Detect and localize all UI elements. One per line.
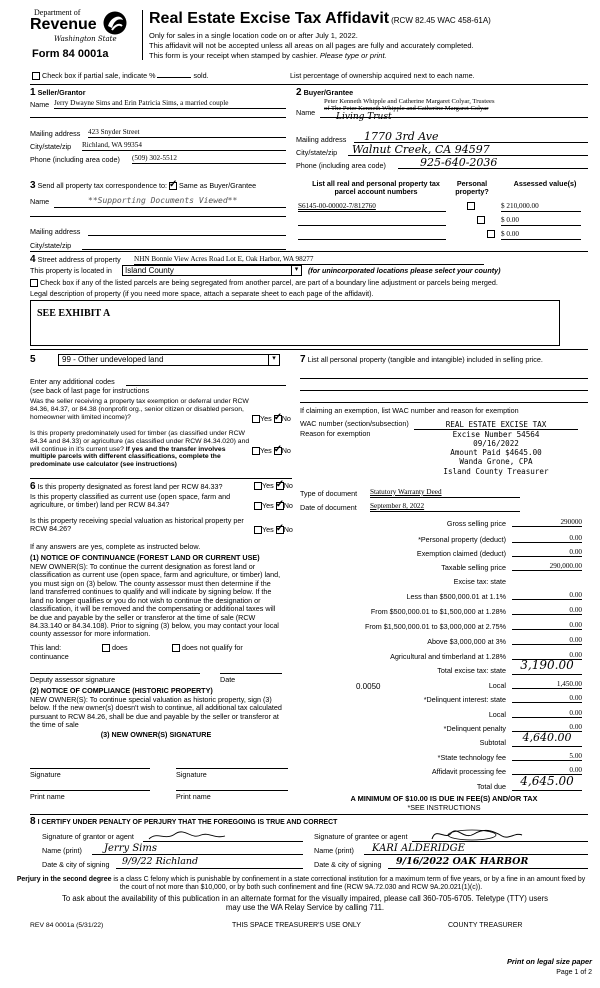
- receipt-text: This form is your receipt when stamped by cashier.: [149, 51, 320, 60]
- penalty-label: *Delinquent penalty: [443, 724, 506, 733]
- timber-question: [30, 430, 252, 469]
- personal-property-text: List all personal property (tangible and intangible) included in selling price.: [307, 355, 543, 364]
- stamp-line: Wanda Grone, CPA: [459, 457, 533, 467]
- parcel-number-field[interactable]: [298, 230, 446, 240]
- continuance-text: NEW OWNER(S): To continue the current designation as forest land or classification as current use (open space, farm and agriculture, or timber) land, you must sign on (3) below. The county assessor must then determine if the land transferred continues to qualify and will indicate by signing below. If the land no longer qualifies or you do not wish to continue the designation or classification, it will be removed and the compensating or additional taxes will be due and payable by the seller or transferor at the time of sale (RCW 84.33.140 or 84.34.108). Prior to signing (3) below, you may contact your local county assessor for more information.: [30, 562, 281, 639]
- buyer-phone-field[interactable]: 925-640-2036: [398, 157, 588, 169]
- agri-amount[interactable]: 0.00: [512, 651, 582, 660]
- historical-yes-checkbox[interactable]: [254, 526, 262, 534]
- certification-section: [30, 816, 588, 872]
- buyer-heading-text: Buyer/Grantee: [303, 88, 354, 97]
- taxable-label: Taxable selling price: [441, 563, 506, 572]
- exemption-deduct-label: Exemption claimed (deduct): [416, 549, 506, 558]
- local-amount[interactable]: 1,450.00: [512, 680, 582, 689]
- new-owner-print-line[interactable]: [30, 790, 150, 791]
- dept-small-text: Department of: [34, 8, 81, 17]
- signature-label: Signature: [176, 770, 207, 779]
- buyer-section: [296, 87, 588, 172]
- tier3-amount[interactable]: 0.00: [512, 621, 582, 630]
- county-treasurer-label: COUNTY TREASURER: [448, 922, 523, 929]
- tax-calculation: [300, 516, 588, 812]
- personal-property-line[interactable]: [300, 402, 588, 403]
- total-state-label: Total excise tax: state: [437, 666, 506, 675]
- subtotal-label: Subtotal: [479, 738, 506, 747]
- deputy-date-line[interactable]: [220, 673, 282, 674]
- section-number: 6: [30, 481, 36, 492]
- grantor-sig-label: Signature of grantor or agent: [42, 832, 134, 841]
- forest-land-section: [30, 481, 292, 741]
- no-label: No: [281, 414, 291, 423]
- divider: [30, 251, 588, 252]
- segregated-label: Check box if any of the listed parcels are being segregated from another parcel, are part of a boundary line adjustment or parcels being merged.: [40, 278, 498, 287]
- tech-fee-label: *State technology fee: [437, 753, 506, 762]
- additional-codes-label: Enter any additional codes: [30, 377, 115, 386]
- instruction-line-1: Only for sales in a single location code on or after July 1, 2022.: [149, 31, 358, 40]
- does-not-checkbox[interactable]: [172, 644, 180, 652]
- buyer-city-field[interactable]: Walnut Creek, CA 94597: [348, 144, 588, 156]
- total-due-amount[interactable]: 4,645.00: [512, 775, 582, 791]
- exemption-no-checkbox[interactable]: [274, 415, 282, 423]
- historical-question: Is this property receiving special valuation as historical property per RCW 84.26?: [30, 516, 244, 534]
- property-section: [30, 254, 588, 346]
- section-number: 7: [300, 354, 306, 365]
- seller-name-label: Name: [30, 100, 50, 109]
- personal-property-line[interactable]: [300, 378, 588, 379]
- dept-big-text: Revenue: [30, 16, 97, 33]
- section-number: 2: [296, 87, 302, 98]
- buyer-mail-field[interactable]: 1770 3rd Ave: [354, 131, 588, 143]
- grantor-print-field[interactable]: Jerry Sims: [92, 843, 303, 855]
- instruction-line-2: This affidavit will not be accepted unless all areas on all pages are fully and accurately completed.: [149, 41, 474, 50]
- chevron-down-icon[interactable]: ▾: [268, 355, 279, 365]
- excise-state-label: Excise tax: state: [453, 577, 506, 586]
- divider: [30, 349, 588, 350]
- timber-yes-no: [252, 447, 291, 455]
- compliance-heading: (2) NOTICE OF COMPLIANCE (HISTORIC PROPERTY): [30, 686, 213, 695]
- tier4-amount[interactable]: 0.00: [512, 636, 582, 645]
- buyer-name-line-3: Living Trust: [336, 111, 392, 122]
- partial-sale-row: [32, 72, 209, 80]
- accessibility-note: To ask about the availability of this publication in an alternate format for the visually impaired, please call 360-705-6705. Teletype (TTY) users may use the WA Relay Service by calling 711.: [61, 894, 549, 912]
- continuance-label: continuance: [30, 652, 69, 661]
- del-local-label: Local: [488, 710, 506, 719]
- tier4-label: Above $3,000,000 at 3%: [427, 637, 506, 646]
- parcel-col-header: List all real and personal property tax parcel account numbers: [312, 179, 440, 197]
- exemption-question: Was the seller receiving a property tax exemption or deferral under RCW 84.36, 84.37, or 84.38 (nonprofit org., senior citizen or disabled person, homeowner with limited income)?: [30, 398, 249, 421]
- same-as-buyer-label: Same as Buyer/Grantee: [179, 181, 257, 190]
- seller-section: [30, 87, 286, 167]
- land-use-value: 99 - Other undeveloped land: [62, 355, 164, 364]
- ownership-note: List percentage of ownership acquired next to each name.: [290, 71, 475, 80]
- assessed-value-field[interactable]: $ 210,000.00: [501, 202, 581, 212]
- treasurer-stamp: [414, 420, 578, 476]
- new-owner-signature-line[interactable]: [30, 768, 150, 769]
- correspondence-section: [30, 180, 286, 250]
- legal-label: Legal description of property (if you need more space, attach a separate sheet to each page of the affidavit).: [30, 289, 374, 298]
- forest-yes-checkbox[interactable]: [254, 482, 262, 490]
- tier2-amount[interactable]: 0.00: [512, 606, 582, 615]
- corr-name-label: Name: [30, 197, 50, 206]
- treasurer-use-label: THIS SPACE TREASURER'S USE ONLY: [232, 922, 361, 929]
- exemption-claim-label: If claiming an exemption, list WAC number and reason for exemption: [300, 406, 519, 415]
- new-owner-signature-heading: (3) NEW OWNER(S) SIGNATURE: [100, 730, 212, 739]
- buyer-name-line-1: Peter Kenneth Whipple and Catherine Margaret Colyar, Trustees: [324, 98, 495, 105]
- personal-col-header: Personal property?: [455, 179, 489, 197]
- taxable-amount[interactable]: 290,000.00: [512, 562, 582, 571]
- gross-label: Gross selling price: [446, 519, 506, 528]
- forest-yes-no: [254, 482, 293, 490]
- grantee-signature-scribble: [412, 828, 588, 842]
- stamp-line: 09/16/2022: [473, 439, 519, 449]
- state-text: Washington State: [54, 35, 117, 43]
- perjury-text: is a class C felony which is punishable by confinement in a state correctional institution for a maximum term of five years, or by a fine in an amount fixed by the court of not more than $10,000, or by both such confinement and fine (RCW 9A.72.030 and RCW 9A.20.021(1)(c)).: [111, 876, 586, 892]
- type-print-text: Please type or print.: [319, 51, 387, 60]
- divider: [30, 84, 588, 85]
- timber-question-bold: If yes and the transfer involves multiple parcels with different classifications, complete the predominate use calculator (see instructions): [30, 445, 226, 469]
- doc-type-field[interactable]: Statutory Warranty Deed: [370, 488, 520, 498]
- title-divider: [142, 10, 143, 60]
- see-list-label: (see back of last page for instructions: [30, 386, 150, 395]
- tier2-label: From $500,000.01 to $1,500,000 at 1.28%: [370, 607, 506, 616]
- seller-phone-field[interactable]: (509) 302-5512: [132, 154, 286, 164]
- grantor-signature-field[interactable]: [143, 830, 303, 842]
- department-logo: [30, 8, 142, 64]
- timber-yes-checkbox[interactable]: [252, 447, 260, 455]
- print-name-label: Print name: [176, 792, 211, 801]
- this-land-label: This land:: [30, 643, 62, 652]
- buyer-name-label: Name: [296, 108, 316, 117]
- partial-sale-label: Check box if partial sale, indicate %: [42, 71, 156, 80]
- no-label: No: [281, 446, 291, 455]
- section-number: 1: [30, 87, 36, 98]
- personal-property-label: [300, 354, 588, 366]
- does-option: [102, 644, 128, 652]
- new-owner-signature-line[interactable]: [176, 768, 288, 769]
- personal-deduct-amount[interactable]: 0.00: [512, 534, 582, 543]
- title-text: Real Estate Excise Tax Affidavit: [149, 10, 390, 27]
- del-interest-label: *Delinquent interest: state: [423, 695, 506, 704]
- exemption-deduct-amount[interactable]: 0.00: [512, 548, 582, 557]
- no-label: No: [283, 501, 293, 510]
- buyer-mail-label: Mailing address: [296, 135, 347, 144]
- tier3-label: From $1,500,000.01 to $3,000,000 at 2.75%: [364, 622, 506, 631]
- deputy-signature-label: Deputy assessor signature: [30, 675, 116, 684]
- section-number: 8: [30, 816, 36, 827]
- does-not-option: [172, 644, 243, 652]
- divider: [30, 478, 292, 479]
- agri-label: Agricultural and timberland at 1.28%: [390, 652, 506, 661]
- yes-label: Yes: [260, 414, 272, 423]
- timber-question-text: Is this property predominately used for timber (as classified under RCW 84.34 and 84.33) or agriculture (as classified under RCW 84.34.020) and will continue in it's current use?: [30, 430, 250, 453]
- no-label: No: [283, 525, 293, 534]
- segregated-row: [30, 279, 498, 287]
- exemption-yes-no: [252, 415, 291, 423]
- deputy-signature-line[interactable]: [30, 673, 200, 674]
- wac-label: WAC number (section/subsection): [300, 419, 409, 428]
- seller-city-label: City/state/zip: [30, 142, 72, 151]
- personal-deduct-label: *Personal property (deduct): [418, 535, 506, 544]
- perjury-bold: Perjury in the second degree: [16, 876, 112, 883]
- corr-mail-label: Mailing address: [30, 227, 81, 236]
- corr-mail-field[interactable]: [88, 226, 286, 236]
- grantor-date-field[interactable]: 9/9/22 Richland: [116, 857, 303, 869]
- does-not-label: does not qualify for: [182, 643, 243, 652]
- buyer-name-line-2: of The Peter Kenneth Whipple and Catherine Margaret Colyar: [324, 105, 489, 113]
- parcel-number-field[interactable]: [298, 216, 446, 226]
- section-number: 5: [30, 354, 36, 365]
- street-label: Street address of property: [37, 255, 121, 264]
- personal-checkbox[interactable]: [477, 216, 485, 224]
- assessed-col-header: Assessed value(s): [513, 179, 577, 188]
- buyer-phone-label: Phone (including area code): [296, 161, 386, 170]
- deputy-date-label: Date: [220, 675, 236, 684]
- seller-mail-field[interactable]: 423 Snyder Street: [88, 128, 286, 138]
- historical-no-checkbox[interactable]: [276, 526, 284, 534]
- if-yes-note: If any answers are yes, complete as instructed below.: [30, 542, 201, 551]
- del-interest-amount[interactable]: 0.00: [512, 694, 582, 703]
- form-title: [149, 10, 491, 28]
- seller-name-line2[interactable]: [30, 117, 286, 118]
- land-use-select[interactable]: [58, 354, 280, 366]
- seller-mail-label: Mailing address: [30, 129, 81, 138]
- grantor-signature-scribble: [143, 830, 303, 842]
- forest-question-text: Is this property designated as forest land per RCW 84.33?: [37, 482, 223, 491]
- stamp-line: Island County Treasurer: [443, 466, 549, 476]
- grantee-date-label: Date & city of signing: [314, 860, 382, 869]
- grantee-signature-field[interactable]: [412, 828, 588, 842]
- total-due-label: Total due: [476, 782, 506, 791]
- stamp-line: REAL ESTATE EXCISE TAX: [414, 420, 578, 430]
- grantee-print-field[interactable]: KARI ALDERIDGE: [364, 843, 588, 855]
- signature-label: Signature: [30, 770, 61, 779]
- correspondence-heading: [30, 180, 256, 192]
- personal-checkbox[interactable]: [487, 230, 495, 238]
- stamp-line: Amount Paid $4645.00: [450, 448, 542, 458]
- personal-property-section: [300, 354, 588, 484]
- form-number: Form 84 0001a: [32, 48, 109, 60]
- section-number: 4: [30, 254, 36, 265]
- subtotal-amount[interactable]: 4,640.00: [512, 732, 582, 747]
- certify-text: I CERTIFY UNDER PENALTY OF PERJURY THAT THE FOREGOING IS TRUE AND CORRECT: [37, 819, 338, 826]
- county-select[interactable]: [122, 265, 302, 276]
- correspondence-label: Send all property tax correspondence to:: [37, 181, 168, 190]
- new-owner-print-line[interactable]: [176, 790, 288, 791]
- does-checkbox[interactable]: [102, 644, 110, 652]
- buyer-name-field[interactable]: [324, 98, 588, 122]
- local-rate: 0.0050: [356, 682, 381, 691]
- street-row: [30, 254, 121, 266]
- rcw-text: (RCW 82.45 WAC 458-61A): [391, 16, 491, 25]
- street-field[interactable]: NHN Bonnie View Acres Road Lot E, Oak Harbor, WA 98277: [134, 255, 484, 265]
- corr-city-label: City/state/zip: [30, 241, 72, 250]
- historical-yes-no: [254, 526, 293, 534]
- forest-no-checkbox[interactable]: [276, 482, 284, 490]
- current-use-no-checkbox[interactable]: [276, 502, 284, 510]
- instruction-line-3: [149, 52, 387, 61]
- total-state-amount[interactable]: 3,190.00: [512, 659, 582, 675]
- yes-label: Yes: [262, 481, 274, 490]
- header: [30, 8, 590, 68]
- corr-city-field[interactable]: [82, 240, 286, 250]
- chevron-down-icon[interactable]: ▾: [291, 266, 301, 275]
- seller-heading: [30, 87, 86, 99]
- del-local-amount[interactable]: 0.00: [512, 709, 582, 718]
- personal-checkbox[interactable]: [467, 202, 475, 210]
- timber-no-checkbox[interactable]: [274, 447, 282, 455]
- affidavit-fee-amount[interactable]: 0.00: [512, 766, 582, 775]
- grantee-print-label: Name (print): [314, 846, 354, 855]
- certify-heading: [30, 816, 337, 828]
- seller-phone-label: Phone (including area code): [30, 155, 120, 164]
- county-value: Island County: [125, 266, 174, 275]
- seller-name-field[interactable]: Jerry Dwayne Sims and Erin Patricia Sims, a married couple: [54, 99, 286, 109]
- additional-codes-field[interactable]: [126, 378, 286, 386]
- yes-label: Yes: [262, 525, 274, 534]
- located-label: This property is located in: [30, 266, 112, 275]
- continuance-heading: (1) NOTICE OF CONTINUANCE (FOREST LAND OR CURRENT USE): [30, 553, 260, 562]
- tier1-label: Less than $500,000.01 at 1.1%: [406, 592, 506, 601]
- gross-amount[interactable]: 290000: [512, 518, 582, 527]
- no-label: No: [283, 481, 293, 490]
- exemption-yes-checkbox[interactable]: [252, 415, 260, 423]
- penalty-amount[interactable]: 0.00: [512, 723, 582, 732]
- does-label: does: [112, 643, 128, 652]
- doc-date-field[interactable]: September 8, 2022: [370, 502, 520, 512]
- buyer-name-underline: [320, 117, 588, 118]
- buyer-heading: [296, 87, 353, 99]
- minimum-note: A MINIMUM OF $10.00 IS DUE IN FEE(S) AND/OR TAX: [350, 794, 538, 803]
- partial-sale-checkbox[interactable]: [32, 72, 40, 80]
- assessed-value-field[interactable]: $ 0.00: [501, 230, 581, 240]
- partial-percent-field[interactable]: [157, 77, 191, 78]
- doc-type-label: Type of document: [300, 489, 358, 498]
- seller-city-field[interactable]: Richland, WA 99354: [82, 141, 286, 151]
- personal-property-line[interactable]: [300, 390, 588, 391]
- print-name-label: Print name: [30, 792, 65, 801]
- forest-question: [30, 481, 223, 493]
- tech-fee-amount[interactable]: 5.00: [512, 752, 582, 761]
- affidavit-fee-label: Affidavit processing fee: [431, 767, 506, 776]
- corr-name-field[interactable]: **Supporting Documents Viewed**: [54, 196, 286, 208]
- current-use-yes-no: [254, 502, 293, 510]
- revision-label: REV 84 0001a (5/31/22): [30, 922, 104, 929]
- grantor-date-label: Date & city of signing: [42, 860, 110, 869]
- see-instructions: *SEE INSTRUCTIONS: [407, 803, 481, 812]
- corr-name-line2[interactable]: [30, 216, 286, 217]
- assessed-value-field[interactable]: $ 0.00: [501, 216, 581, 226]
- legal-description-text: SEE EXHIBIT A: [37, 308, 111, 319]
- current-use-question: Is this property classified as current use (open space, farm and agriculture, or timber) land per RCW 84.34?: [30, 492, 231, 510]
- unincorporated-note: (for unincorporated locations please select your county): [308, 266, 501, 275]
- local-label: Local: [488, 681, 506, 690]
- land-use-section: [30, 354, 292, 474]
- section-number: 3: [30, 180, 36, 191]
- doc-date-label: Date of document: [300, 503, 357, 512]
- same-as-buyer-checkbox[interactable]: [169, 182, 177, 190]
- page-number: Page 1 of 2: [556, 969, 592, 976]
- grantee-date-field[interactable]: 9/16/2022 OAK HARBOR: [388, 857, 588, 869]
- compliance-text: NEW OWNER(S): To continue special valuation as historic property, sign (3) below. If the new owner(s) doesn't wish to continue, all additional tax calculated pursuant to RCW 84.26, shall be due and payable by the seller or transferor at the time of sale: [30, 695, 282, 730]
- perjury-note: [12, 876, 590, 892]
- grantor-print-label: Name (print): [42, 846, 82, 855]
- yes-label: Yes: [262, 501, 274, 510]
- legal-description-box[interactable]: [30, 300, 560, 346]
- sold-label: sold.: [193, 71, 209, 80]
- divider: [30, 814, 588, 815]
- parcel-table: [296, 180, 588, 250]
- segregated-checkbox[interactable]: [30, 279, 38, 287]
- reason-label: Reason for exemption: [300, 429, 371, 438]
- tier1-amount[interactable]: 0.00: [512, 591, 582, 600]
- buyer-city-label: City/state/zip: [296, 148, 338, 157]
- grantee-sig-label: Signature of grantee or agent: [314, 832, 408, 841]
- current-use-yes-checkbox[interactable]: [254, 502, 262, 510]
- yes-label: Yes: [260, 446, 272, 455]
- swirl-logo-icon: [102, 10, 128, 36]
- seller-heading-text: Seller/Grantor: [37, 88, 86, 97]
- parcel-number-field[interactable]: S6145-00-00002-7/812760: [298, 202, 446, 212]
- legal-size-note: Print on legal size paper: [506, 957, 592, 966]
- stamp-line: Excise Number 54564: [452, 430, 540, 440]
